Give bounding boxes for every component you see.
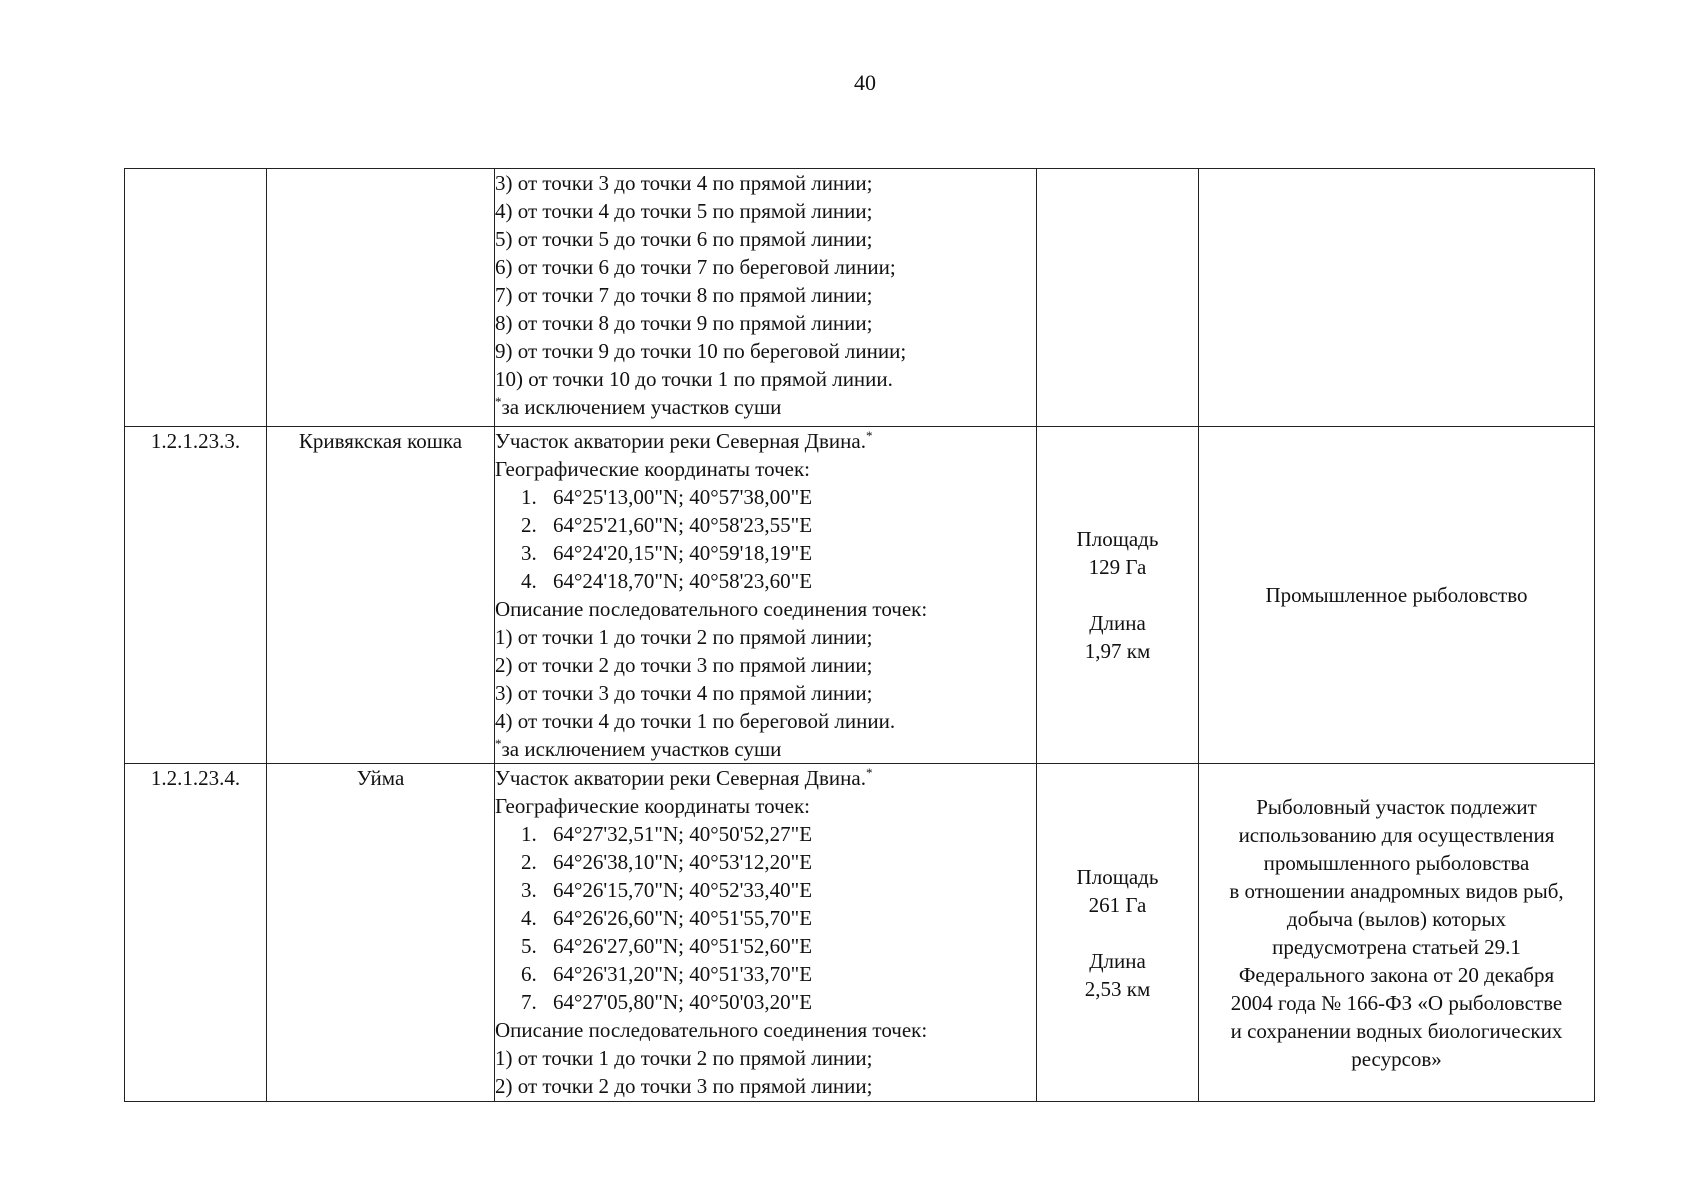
coords-heading: Географические координаты точек: bbox=[495, 794, 810, 818]
coordinate-item: 5. 64°26'27,60"N; 40°51'52,60"E bbox=[521, 934, 813, 958]
connection-line: 1) от точки 1 до точки 2 по прямой линии; bbox=[495, 1046, 873, 1070]
row-size-cell bbox=[1037, 427, 1199, 764]
use-text: ресурсов» bbox=[1351, 1046, 1442, 1071]
use-text: Федерального закона от 20 декабря bbox=[1238, 962, 1555, 987]
connection-line: 6) от точки 6 до точки 7 по береговой линии; bbox=[495, 255, 896, 279]
table-row bbox=[125, 427, 1595, 764]
row-description-cell bbox=[495, 764, 1037, 1102]
table-row bbox=[125, 169, 1595, 427]
connection-line: 7) от точки 7 до точки 8 по прямой линии; bbox=[495, 283, 873, 307]
connection-line: 4) от точки 4 до точки 5 по прямой линии; bbox=[495, 199, 873, 223]
connection-line: 10) от точки 10 до точки 1 по прямой линии. bbox=[495, 367, 893, 391]
connection-line: 4) от точки 4 до точки 1 по береговой линии. bbox=[495, 709, 896, 733]
page-number: 40 bbox=[854, 70, 876, 95]
row-size-cell bbox=[1037, 764, 1199, 1102]
footnote-mark: * bbox=[865, 428, 873, 443]
length-value: 1,97 км bbox=[1084, 639, 1151, 663]
use-text: и сохранении водных биологических bbox=[1230, 1018, 1563, 1043]
coordinate-item: 1. 64°27'32,51"N; 40°50'52,27"E bbox=[521, 822, 813, 846]
row-number-cell bbox=[125, 169, 267, 427]
use-text: 2004 года № 166-ФЗ «О рыболовстве bbox=[1230, 990, 1563, 1015]
connection-line: 2) от точки 2 до точки 3 по прямой линии; bbox=[495, 1074, 873, 1098]
row-use-cell bbox=[1199, 169, 1595, 427]
use-text: в отношении анадромных видов рыб, bbox=[1229, 878, 1564, 903]
use-text: Промышленное рыболовство bbox=[1265, 583, 1528, 607]
coordinate-item: 6. 64°26'31,20"N; 40°51'33,70"E bbox=[521, 962, 813, 986]
length-value: 2,53 км bbox=[1084, 976, 1151, 1001]
coordinate-item: 4. 64°26'26,60"N; 40°51'55,70"E bbox=[521, 906, 813, 930]
use-text: промышленного рыболовства bbox=[1263, 850, 1530, 875]
area-heading: Участок акватории реки Северная Двина.* bbox=[495, 428, 873, 453]
area-label: Площадь bbox=[1076, 864, 1159, 889]
area-heading: Участок акватории реки Северная Двина.* bbox=[495, 765, 873, 790]
row-name-cell: Кривякская кошка bbox=[267, 427, 495, 764]
length-label: Длина bbox=[1089, 948, 1146, 973]
row-size-cell bbox=[1037, 169, 1199, 427]
row-name-cell: Уйма bbox=[267, 764, 495, 1102]
coordinate-item: 1. 64°25'13,00"N; 40°57'38,00"E bbox=[521, 485, 813, 509]
row-use-cell bbox=[1199, 764, 1595, 1102]
footnote-mark: * bbox=[495, 736, 502, 751]
use-text: использованию для осуществления bbox=[1238, 822, 1555, 847]
coordinate-item: 2. 64°26'38,10"N; 40°53'12,20"E bbox=[521, 850, 813, 874]
footnote-mark: * bbox=[495, 394, 502, 409]
coordinate-item: 3. 64°24'20,15"N; 40°59'18,19"E bbox=[521, 541, 813, 565]
coordinate-item: 7. 64°27'05,80"N; 40°50'03,20"E bbox=[521, 990, 813, 1014]
connection-line: 3) от точки 3 до точки 4 по прямой линии; bbox=[495, 681, 873, 705]
use-text: Рыболовный участок подлежит bbox=[1256, 794, 1537, 819]
row-description-cell bbox=[495, 169, 1037, 427]
use-text: предусмотрена статьей 29.1 bbox=[1272, 934, 1521, 959]
use-text: добыча (вылов) которых bbox=[1286, 906, 1507, 931]
area-value: 129 Га bbox=[1088, 555, 1147, 579]
coordinate-item: 2. 64°25'21,60"N; 40°58'23,55"E bbox=[521, 513, 813, 537]
connection-line: 1) от точки 1 до точки 2 по прямой линии; bbox=[495, 625, 873, 649]
length-label: Длина bbox=[1089, 611, 1146, 635]
connection-heading: Описание последовательного соединения точек: bbox=[495, 597, 928, 621]
coordinate-item: 3. 64°26'15,70"N; 40°52'33,40"E bbox=[521, 878, 813, 902]
table-row bbox=[125, 764, 1595, 1102]
connection-line: 3) от точки 3 до точки 4 по прямой линии; bbox=[495, 171, 873, 195]
row-number-cell: 1.2.1.23.4. bbox=[125, 764, 267, 1102]
area-label: Площадь bbox=[1076, 527, 1159, 551]
connection-line: 9) от точки 9 до точки 10 по береговой линии; bbox=[495, 339, 907, 363]
connection-line: 5) от точки 5 до точки 6 по прямой линии; bbox=[495, 227, 873, 251]
coordinate-item: 4. 64°24'18,70"N; 40°58'23,60"E bbox=[521, 569, 813, 593]
connection-heading: Описание последовательного соединения точек: bbox=[495, 1018, 928, 1042]
fishing-areas-table bbox=[124, 168, 1595, 1102]
area-value: 261 Га bbox=[1088, 892, 1147, 917]
footnote-line: *за исключением участков суши bbox=[495, 394, 782, 419]
connection-line: 2) от точки 2 до точки 3 по прямой линии; bbox=[495, 653, 873, 677]
connection-line: 8) от точки 8 до точки 9 по прямой линии; bbox=[495, 311, 873, 335]
row-name-cell bbox=[267, 169, 495, 427]
row-number-cell: 1.2.1.23.3. bbox=[125, 427, 267, 764]
row-use-cell bbox=[1199, 427, 1595, 764]
coords-heading: Географические координаты точек: bbox=[495, 457, 810, 481]
row-description-cell bbox=[495, 427, 1037, 764]
footnote-line: *за исключением участков суши bbox=[495, 736, 782, 761]
footnote-mark: * bbox=[865, 765, 873, 780]
